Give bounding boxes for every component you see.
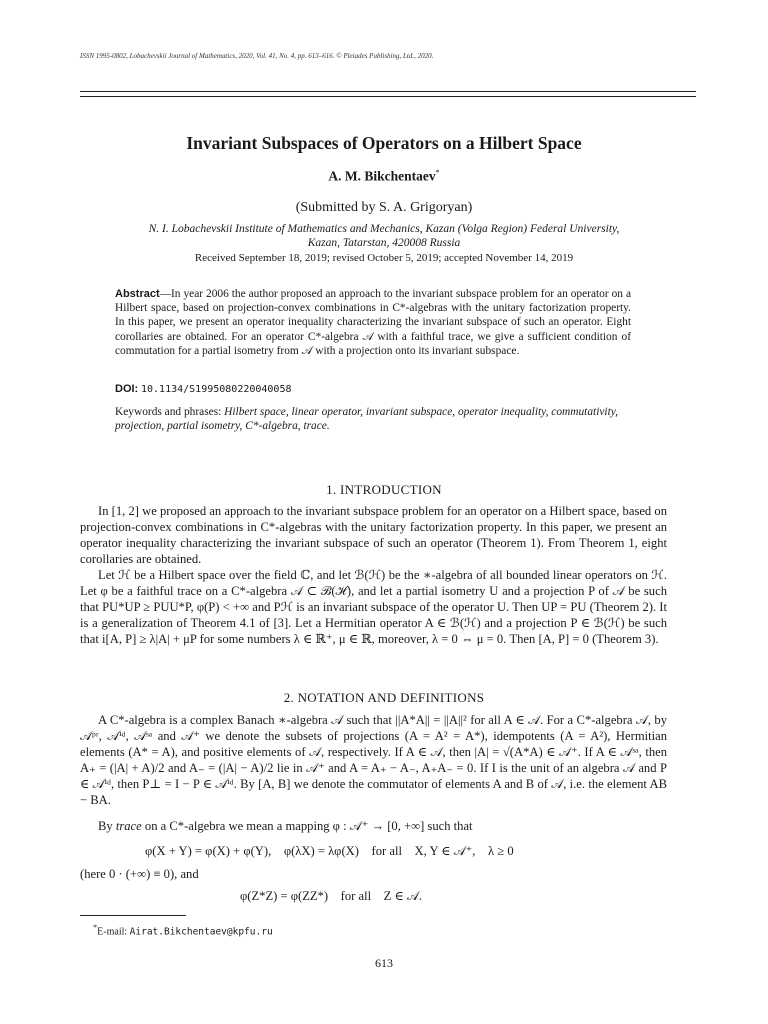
abstract-label: Abstract (115, 288, 160, 300)
doi-line (115, 383, 292, 395)
received-dates: Received September 18, 2019; revised October 5, 2019; accepted November 14, 2019 (194, 252, 574, 264)
abstract (115, 287, 631, 358)
footnote-mark: * (93, 923, 98, 932)
footnote-rule (80, 915, 186, 916)
abstract-text: —In year 2006 the author proposed an approach to the invariant subspace problem for an operator on a Hilbert space, based on projection-convex combinations in C*-algebras with the unitary factorization property. In this paper, we present an operator inequality characterizing the invariant subspace of such an operator. Eight corollaries are obtained. For an operator C*-algebra 𝒜 with a faithful trace, we give a sufficient condition of commutation for a partial isometry from 𝒜 with a projection onto its invariant subspace. (115, 288, 631, 357)
intro-paragraph-2: Let ℋ be a Hilbert space over the field ℂ, and let ℬ(ℋ) be the ∗-algebra of all bounded linear operators on ℋ. Let φ be a faithful trace on a C*-algebra 𝒜 ⊂ ℬ(ℋ), and let a partial isometry U and a projection P of 𝒜 be such that PU*UP ≥ PUU*P, φ(P) < +∞ and Pℋ is an invariant subspace of the operator U. Then UP = PU (Theorem 2). It is a generalization of Theorem 4.1 of [3]. Let a Hermitian operator A ∈ ℬ(ℋ) and a projection P ∈ ℬ(ℋ) be such that i[A, P] ≥ λ|A| + μP for some numbers λ ∈ ℝ⁺, μ ∈ ℝ, moreover, λ = 0 ⇔ μ = 0. Then [A, P] = 0 (Theorem 3). (80, 568, 667, 646)
keywords-text: Hilbert space, linear operator, invariant subspace, operator inequality, commutativity, projection, partial isometry, C*-algebra, trace. (115, 406, 619, 433)
page-number: 613 (375, 956, 393, 970)
trace-definition-paragraph (80, 818, 667, 834)
here-note: (here 0 · (+∞) ≡ 0), and (80, 867, 199, 881)
doi-value[interactable]: 10.1134/S1995080220040058 (140, 384, 292, 395)
intro-paragraph-1: In [1, 2] we proposed an approach to the invariant subspace problem for an operator on a Hilbert space, based on projection-convex combinations in C*-algebras with the unitary factorization property. In this paper, we present an operator inequality characterizing the invariant subspace of such an operator (Theorem 1). From Theorem 1, eight corollaries are obtained. (80, 504, 667, 566)
notation-paragraph: A C*-algebra is a complex Banach ∗-algebra 𝒜 such that ||A*A|| = ||A||² for all A ∈ 𝒜. For a C*-algebra 𝒜, by 𝒜ᵖʳ, 𝒜ⁱᵈ, 𝒜ˢᵃ and 𝒜⁺ we denote the subsets of projections (A = A² = A*), idempotents (A = A²), Hermitian elements (A* = A), and positive elements of 𝒜, respectively. If A ∈ 𝒜, then |A| = √(A*A) ∈ 𝒜⁺. If A ∈ 𝒜ˢᵃ, then A₊ = (|A| + A)/2 and A₋ = (|A| − A)/2 lie in 𝒜⁺ and A = A₊ − A₋, A₊A₋ = 0. If I is the unit of an algebra 𝒜 and P ∈ 𝒜ⁱᵈ, then P⊥ = I − P ∈ 𝒜ⁱᵈ. By [A, B] we denote the commutator of elements A and B of 𝒜, i.e. the element AB − BA. (80, 713, 667, 807)
equation-additivity: φ(X + Y) = φ(X) + φ(Y), φ(λX) = λφ(X) for all X, Y ∈ 𝒜⁺, λ ≥ 0 (145, 844, 514, 858)
doi-label: DOI: (115, 383, 139, 395)
footnote-label: E-mail: (97, 926, 130, 938)
journal-header: ISSN 1995-0802, Lobachevskii Journal of Mathematics, 2020, Vol. 41, No. 4, pp. 613–616. © Pleiades Publishing, Ltd., 2020. (80, 52, 434, 60)
affiliation-line-2: Kazan, Tatarstan, 420008 Russia (307, 237, 461, 249)
author-footnote-mark: * (435, 168, 440, 177)
keywords-label: Keywords and phrases: (115, 406, 225, 418)
trace-pre: By (98, 819, 116, 833)
author-line (0, 168, 768, 185)
keywords (115, 405, 631, 433)
author-name: A. M. Bikchentaev (328, 168, 436, 184)
equation-trace-property: φ(Z*Z) = φ(ZZ*) for all Z ∈ 𝒜. (240, 889, 423, 903)
affiliation-line-1: N. I. Lobachevskii Institute of Mathematics and Mechanics, Kazan (Volga Region) Federal University, (148, 223, 620, 235)
header-rule-top (80, 91, 696, 92)
paper-title: Invariant Subspaces of Operators on a Hilbert Space (186, 133, 582, 153)
section-heading-introduction: 1. INTRODUCTION (326, 482, 442, 497)
header-rule-bottom (80, 96, 696, 97)
trace-post: on a C*-algebra we mean a mapping φ : 𝒜⁺ → [0, +∞] such that (141, 819, 473, 833)
trace-term: trace (115, 819, 142, 833)
submitted-by: (Submitted by S. A. Grigoryan) (295, 200, 473, 215)
footnote-email[interactable]: Airat.Bikchentaev@kpfu.ru (129, 926, 273, 938)
footnote (93, 923, 273, 937)
section-heading-notation: 2. NOTATION AND DEFINITIONS (283, 690, 485, 705)
